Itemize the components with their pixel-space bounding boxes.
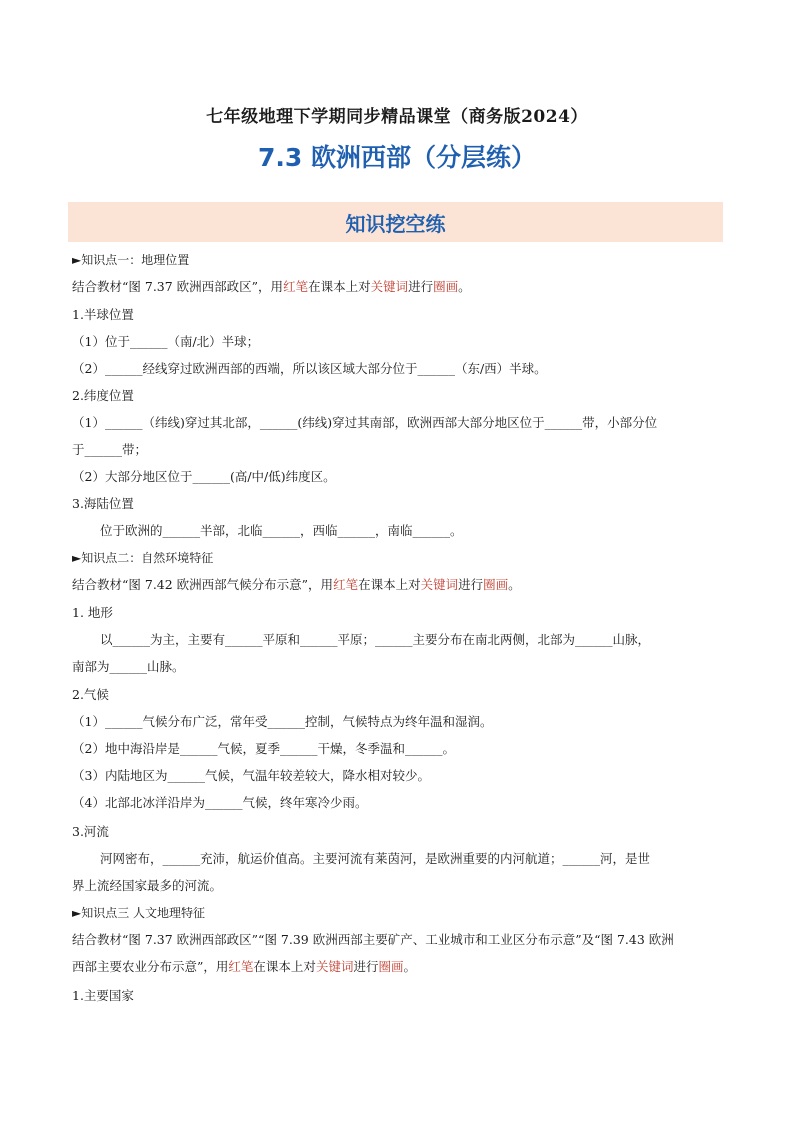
instruction-text: 。 [403, 959, 416, 974]
land-sea-heading: 3.海陆位置 [72, 496, 134, 511]
main-countries-heading: 1.主要国家 [72, 988, 134, 1003]
knowledge-point-3-instruction-1: 结合教材“图 7.37 欧洲西部政区”“图 7.39 欧洲西部主要矿产、工业城市和工业区分布示意”及“图 7.43 欧洲 [72, 932, 674, 947]
river-question: 河网密布，______充沛，航运价值高。主要河流有莱茵河，是欧洲重要的内河航道；______河，是世 [100, 851, 651, 866]
red-pen-keyword: 红笔 [228, 959, 254, 974]
hemisphere-question-2: （2）______经线穿过欧洲西部的西端，所以该区域大部分位于______（东/西）半球。 [72, 361, 547, 376]
knowledge-point-2-instruction [72, 575, 732, 595]
section-banner [68, 202, 723, 242]
knowledge-point-3-instruction-2 [72, 957, 732, 977]
hemisphere-question-1: （1）位于______（南/北）半球； [72, 334, 260, 349]
knowledge-point-1-heading [72, 250, 732, 270]
river-heading: 3.河流 [72, 824, 109, 839]
latitude-heading: 2.纬度位置 [72, 388, 134, 403]
knowledge-point-3-heading [72, 903, 732, 923]
land-sea-question: 位于欧洲的______半部，北临______，西临______，南临______。 [100, 523, 463, 538]
instruction-text: 西部主要农业分布示意”，用 [72, 959, 229, 974]
instruction-text: 在课本上对 [308, 279, 371, 294]
river-question-cont: 界上流经国家最多的河流。 [72, 878, 223, 893]
knowledge-point-1-label: ►知识点一：地理位置 [72, 253, 190, 267]
keyword-highlight: 关键词 [420, 577, 459, 592]
knowledge-point-1-instruction [72, 277, 732, 297]
keyword-highlight: 关键词 [315, 959, 354, 974]
document-subtitle: 7.3 欧洲西部（分层练） [258, 143, 536, 172]
instruction-text: 结合教材“图 7.42 欧洲西部气候分布示意”，用 [72, 577, 334, 592]
instruction-text: 进行 [353, 959, 379, 974]
latitude-question-1: （1）______（纬线)穿过其北部，______(纬线)穿过其南部，欧洲西部大部分地区位于______带，小部分位 [72, 415, 658, 430]
red-pen-keyword: 红笔 [283, 279, 309, 294]
instruction-text: 进行 [458, 577, 484, 592]
climate-question-1: （1）______气候分布广泛，常年受______控制，气候特点为终年温和湿润。 [72, 714, 493, 729]
knowledge-point-2-heading [72, 548, 732, 568]
circle-keyword: 圈画 [433, 279, 459, 294]
knowledge-point-3-label: ►知识点三 人文地理特征 [72, 906, 206, 920]
document-title: 七年级地理下学期同步精品课堂（商务版2024） [206, 107, 588, 127]
instruction-text: 。 [458, 279, 471, 294]
latitude-question-1-cont: 于______带； [72, 442, 148, 457]
climate-heading: 2.气候 [72, 687, 109, 702]
knowledge-point-2-label: ►知识点二：自然环境特征 [72, 551, 214, 565]
red-pen-keyword: 红笔 [333, 577, 359, 592]
climate-question-2: （2）地中海沿岸是______气候，夏季______干燥，冬季温和______。 [72, 741, 455, 756]
hemisphere-heading: 1.半球位置 [72, 307, 134, 322]
climate-question-4: （4）北部北冰洋沿岸为______气候，终年寒冷少雨。 [72, 795, 368, 810]
keyword-highlight: 关键词 [370, 279, 409, 294]
climate-question-3: （3）内陆地区为______气候，气温年较差较大，降水相对较少。 [72, 768, 430, 783]
instruction-text: 进行 [408, 279, 434, 294]
terrain-heading: 1. 地形 [72, 605, 113, 620]
instruction-text: 在课本上对 [358, 577, 421, 592]
latitude-question-2: （2）大部分地区位于______(高/中/低)纬度区。 [72, 469, 336, 484]
circle-keyword: 圈画 [483, 577, 509, 592]
instruction-text: 结合教材“图 7.37 欧洲西部政区”，用 [72, 279, 284, 294]
instruction-text: 在课本上对 [253, 959, 316, 974]
section-title: 知识挖空练 [345, 211, 446, 236]
terrain-question: 以______为主，主要有______平原和______平原；______主要分布在南北两侧，北部为______山脉， [100, 632, 651, 647]
circle-keyword: 圈画 [378, 959, 404, 974]
terrain-question-cont: 南部为______山脉。 [72, 659, 185, 674]
instruction-text: 。 [508, 577, 521, 592]
